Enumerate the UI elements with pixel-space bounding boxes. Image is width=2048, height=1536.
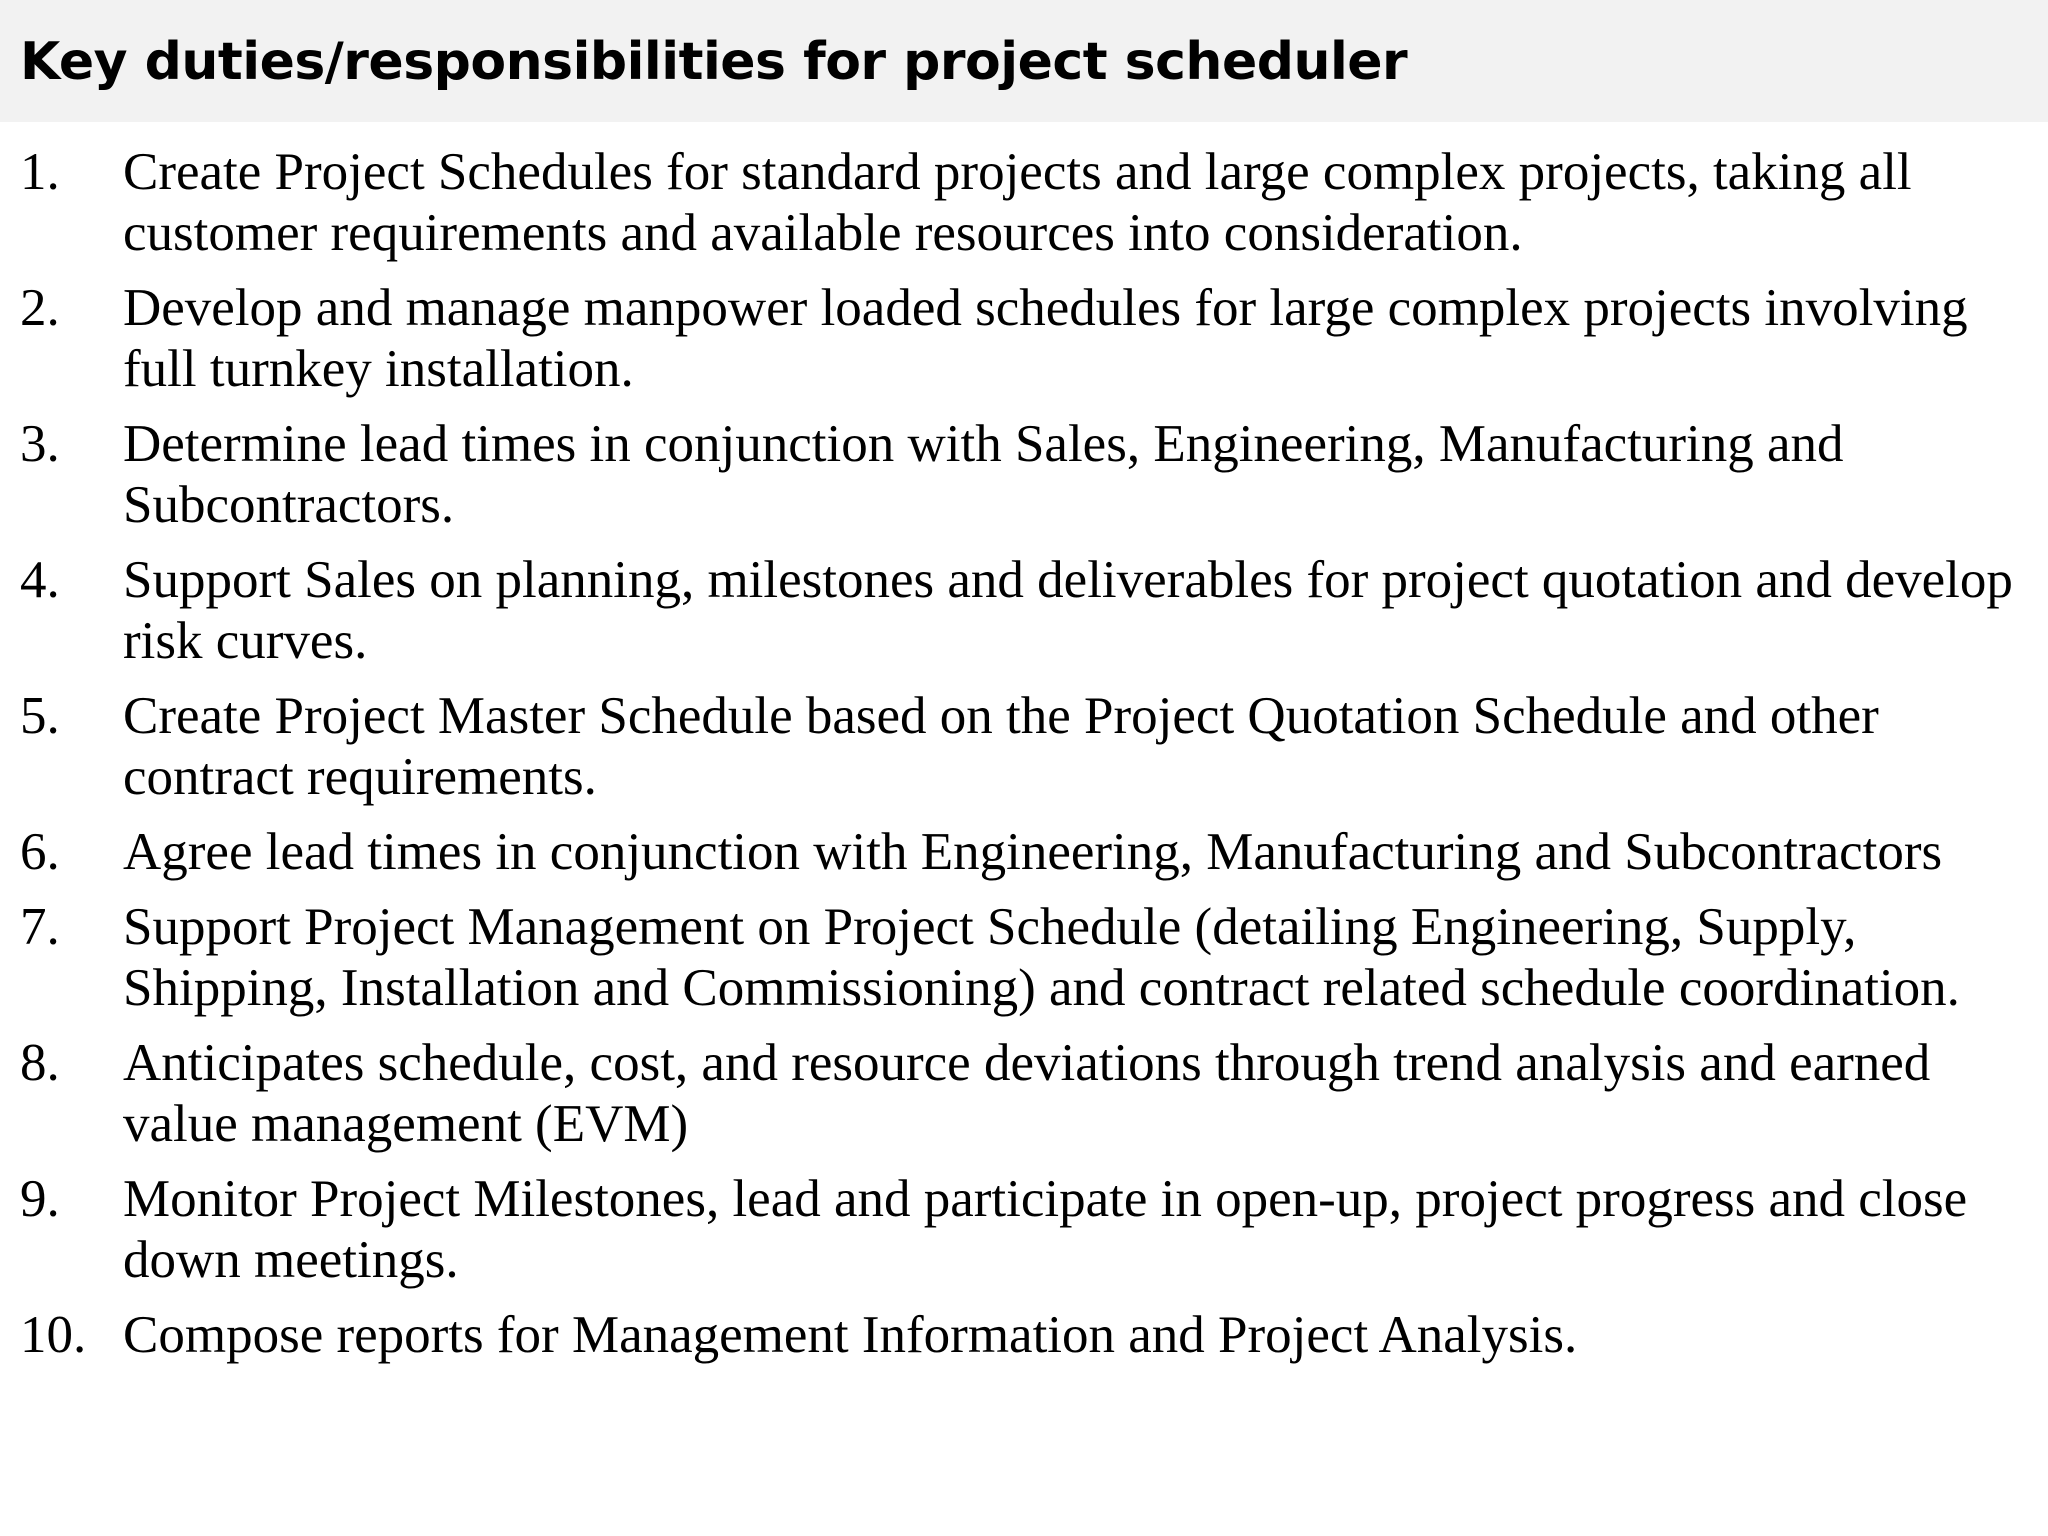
duty-text: Agree lead times in conjunction with Engineering, Manufacturing and Subcontractors (123, 823, 1943, 881)
duty-number: 4. (20, 551, 60, 609)
duty-item-3 (0, 414, 2023, 536)
duty-text: Anticipates schedule, cost, and resource deviations through trend analysis and earned value management (EVM) (123, 1034, 1931, 1153)
duty-text: Monitor Project Milestones, lead and participate in open-up, project progress and close down meetings. (123, 1170, 1968, 1289)
duty-item-2 (0, 278, 2023, 400)
duty-item-10 (0, 1305, 2023, 1366)
duty-item-6 (0, 822, 2023, 883)
duty-text: Create Project Master Schedule based on the Project Quotation Schedule and other contract requirements. (123, 687, 1879, 806)
slide-title: Key duties/responsibilities for project scheduler (20, 32, 1408, 92)
duty-item-5 (0, 686, 2023, 808)
duty-text: Determine lead times in conjunction with Sales, Engineering, Manufacturing and Subcontractors. (123, 415, 1844, 534)
duty-item-4 (0, 550, 2023, 672)
duty-text: Support Sales on planning, milestones and deliverables for project quotation and develop risk curves. (123, 551, 2013, 670)
duty-text: Support Project Management on Project Schedule (detailing Engineering, Supply, Shipping, Installation and Commissioning) and contract related schedule coordination. (123, 898, 1960, 1017)
duty-number: 2. (20, 279, 60, 337)
duty-item-1 (0, 142, 2023, 264)
duties-list (0, 142, 2048, 1380)
duty-item-7 (0, 897, 2023, 1019)
duty-number: 6. (20, 823, 60, 881)
duty-number: 5. (20, 687, 60, 745)
duty-number: 3. (20, 415, 60, 473)
duty-text: Compose reports for Management Information and Project Analysis. (123, 1306, 1578, 1364)
duty-item-9 (0, 1169, 2023, 1291)
duty-number: 1. (20, 143, 60, 201)
duty-number: 8. (20, 1034, 60, 1092)
duty-text: Develop and manage manpower loaded schedules for large complex projects involving full turnkey installation. (123, 279, 1968, 398)
duty-number: 9. (20, 1170, 60, 1228)
duty-item-8 (0, 1033, 2023, 1155)
duty-number: 7. (20, 898, 60, 956)
title-bar (0, 0, 2048, 122)
duty-text: Create Project Schedules for standard projects and large complex projects, taking all customer requirements and available resources into consideration. (123, 143, 1912, 262)
duty-number: 10. (20, 1306, 87, 1364)
